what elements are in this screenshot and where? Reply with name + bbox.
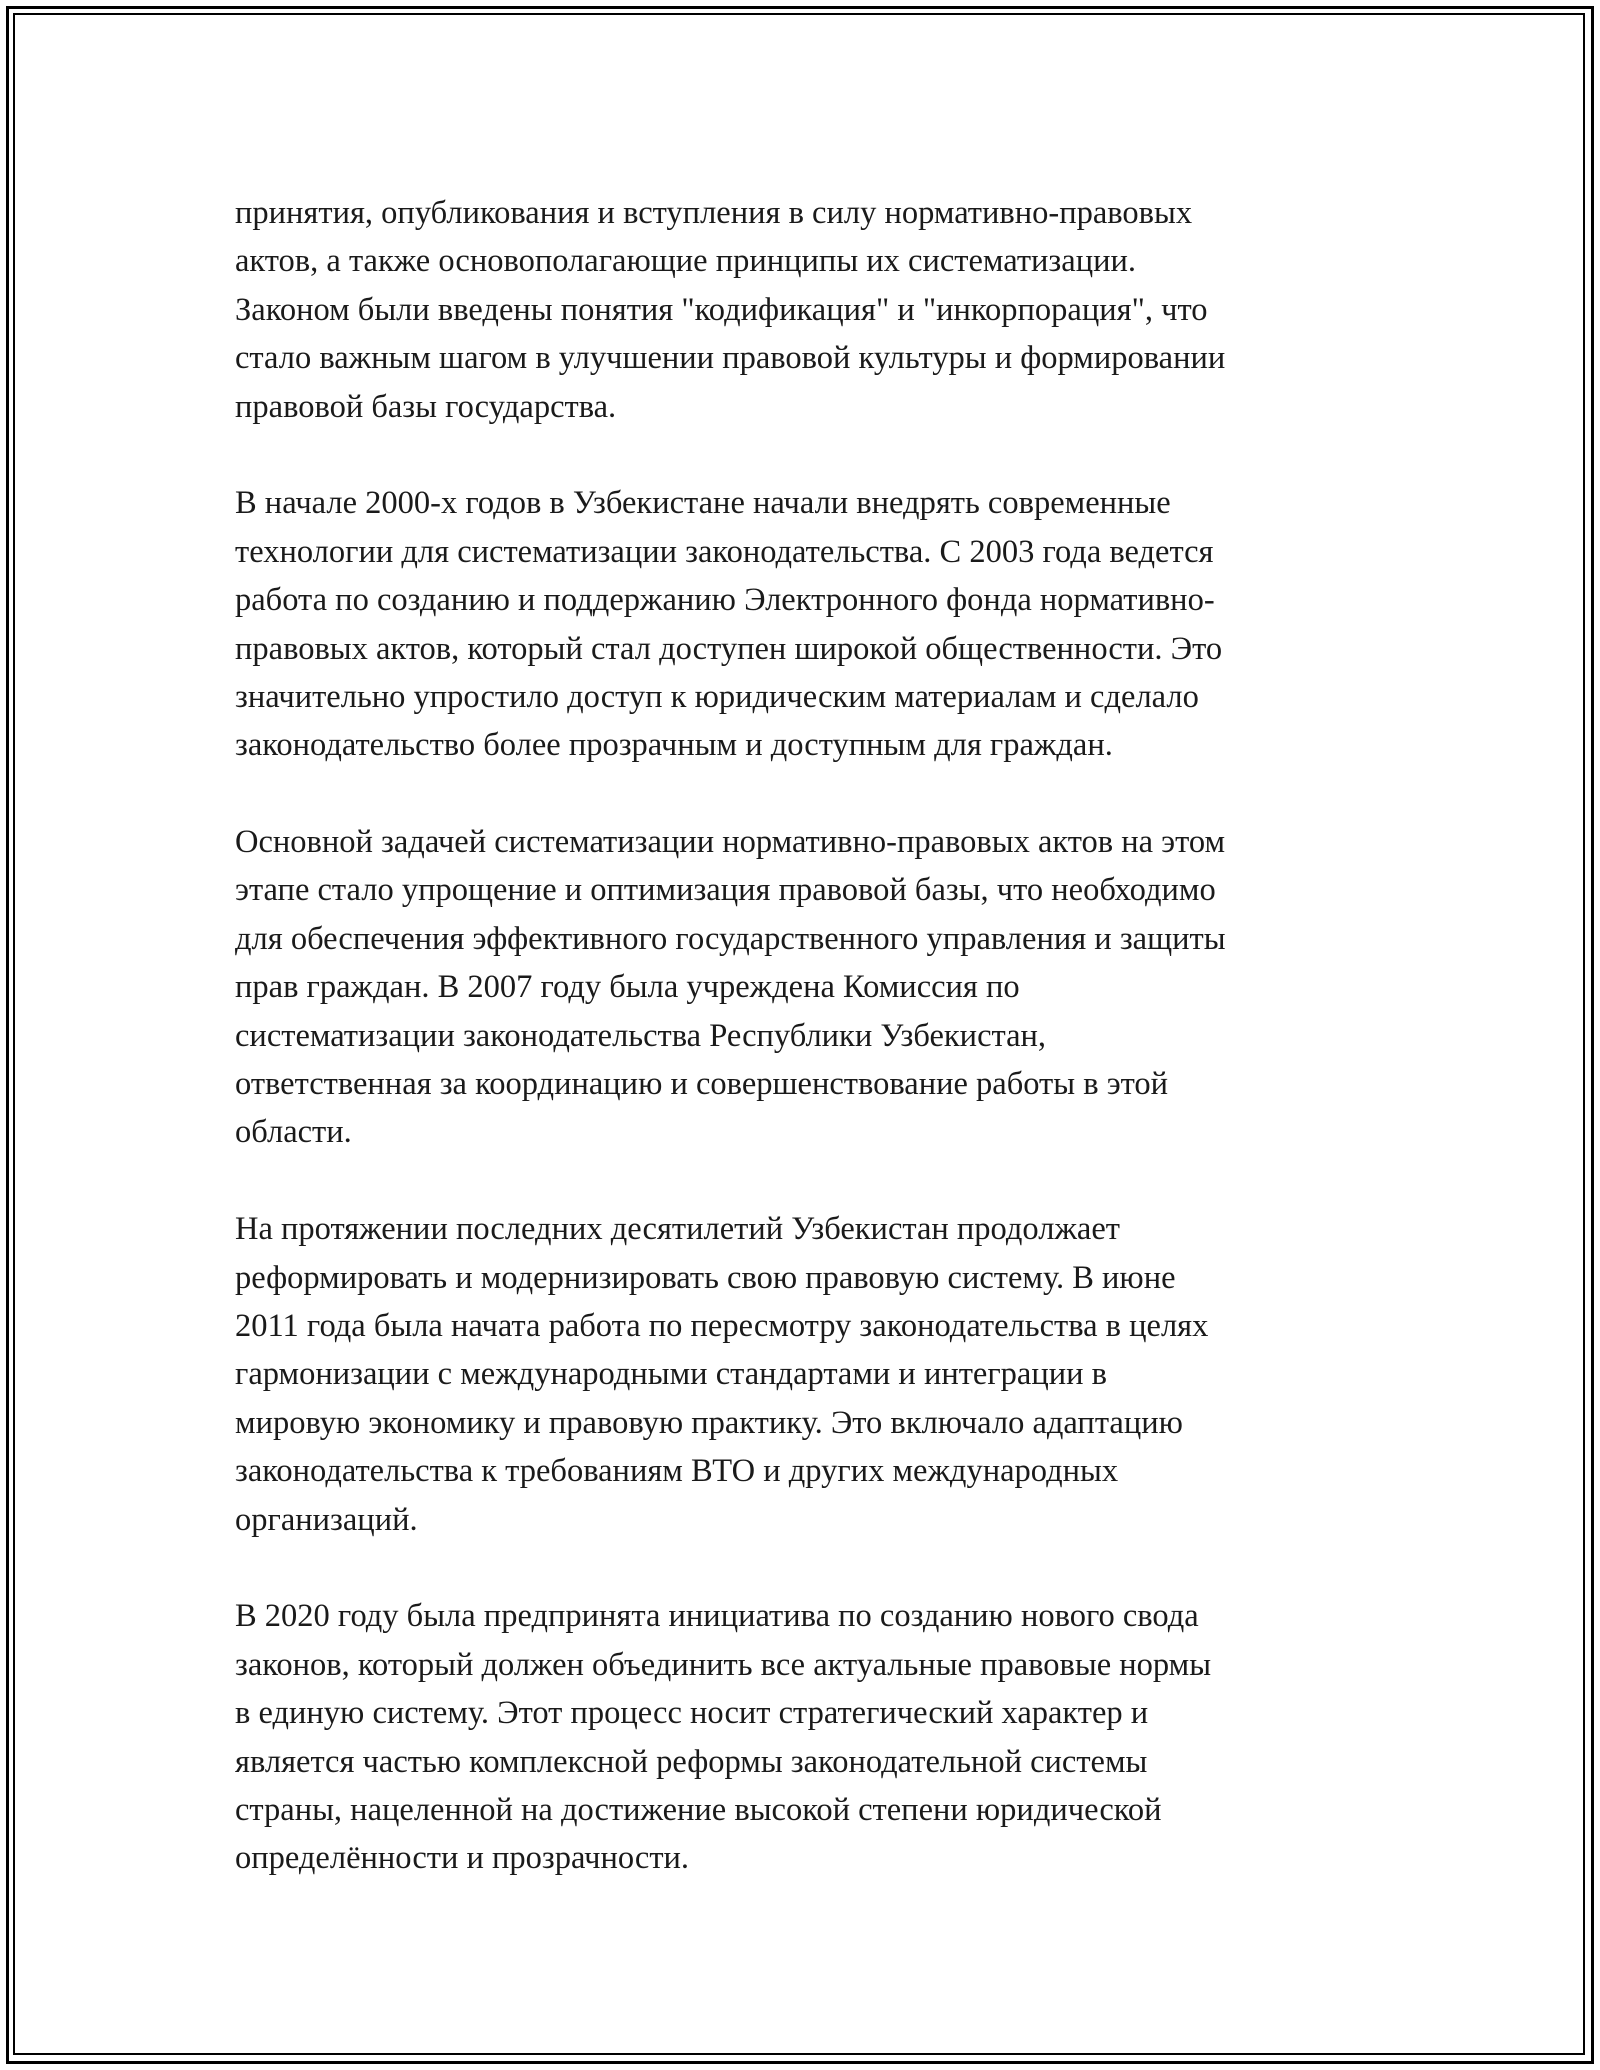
paragraph xyxy=(235,1205,1380,1544)
text-line: организаций. xyxy=(235,1501,418,1538)
text-line: Законом были введены понятия "кодификация" и "инкорпорация", что xyxy=(235,291,1208,328)
text-line: На протяжении последних десятилетий Узбекистан продолжает xyxy=(235,1211,1120,1248)
text-line: для обеспечения эффективного государственного управления и защиты xyxy=(235,920,1226,957)
paragraph-spacer xyxy=(235,1544,1380,1592)
paragraph-spacer xyxy=(235,1157,1380,1205)
text-line: В 2020 году была предпринята инициатива по созданию нового свода xyxy=(235,1598,1199,1635)
paragraph-spacer xyxy=(235,770,1380,818)
paragraph xyxy=(235,818,1380,1157)
text-line: законодательства к требованиям ВТО и других международных xyxy=(235,1453,1119,1490)
text-line: прав граждан. В 2007 году была учреждена Комиссия по xyxy=(235,969,1020,1006)
text-line: этапе стало упрощение и оптимизация правовой базы, что необходимо xyxy=(235,872,1216,909)
paragraph xyxy=(235,189,1380,431)
text-line: значительно упростило доступ к юридическим материалам и сделало xyxy=(235,678,1199,715)
text-line: гармонизации с международными стандартами и интеграции в xyxy=(235,1356,1108,1393)
text-line: актов, а также основополагающие принципы их систематизации. xyxy=(235,243,1137,280)
text-line: В начале 2000-х годов в Узбекистане начали внедрять современные xyxy=(235,485,1171,522)
document-body xyxy=(235,189,1380,1883)
text-line: законодательство более прозрачным и доступным для граждан. xyxy=(235,727,1113,764)
text-line: является частью комплексной реформы законодательной системы xyxy=(235,1743,1148,1780)
text-line: в единую систему. Этот процесс носит стратегический характер и xyxy=(235,1695,1149,1732)
text-line: систематизации законодательства Республики Узбекистан, xyxy=(235,1017,1047,1054)
text-line: работа по созданию и поддержанию Электронного фонда нормативно- xyxy=(235,582,1215,619)
text-line: мировую экономику и правовую практику. Это включало адаптацию xyxy=(235,1404,1183,1441)
text-line: принятия, опубликования и вступления в силу нормативно-правовых xyxy=(235,195,1193,231)
paragraph xyxy=(235,479,1380,769)
text-line: области. xyxy=(235,1114,352,1151)
paragraph-spacer xyxy=(235,431,1380,479)
text-line: реформировать и модернизировать свою правовую систему. В июне xyxy=(235,1259,1176,1296)
text-line: ответственная за координацию и совершенствование работы в этой xyxy=(235,1066,1169,1103)
text-line: технологии для систематизации законодательства. С 2003 года ведется xyxy=(235,533,1214,570)
text-line: Основной задачей систематизации нормативно-правовых актов на этом xyxy=(235,824,1226,861)
text-line: определённости и прозрачности. xyxy=(235,1840,690,1877)
text-line: законов, который должен объединить все актуальные правовые нормы xyxy=(235,1646,1212,1683)
text-line: 2011 года была начата работа по пересмотру законодательства в целях xyxy=(235,1307,1209,1344)
paragraph xyxy=(235,1592,1380,1882)
text-line: страны, нацеленной на достижение высокой степени юридической xyxy=(235,1791,1162,1828)
text-line: правовых актов, который стал доступен широкой общественности. Это xyxy=(235,630,1223,667)
text-line: стало важным шагом в улучшении правовой культуры и формировании xyxy=(235,340,1226,377)
text-line: правовой базы государства. xyxy=(235,388,617,425)
